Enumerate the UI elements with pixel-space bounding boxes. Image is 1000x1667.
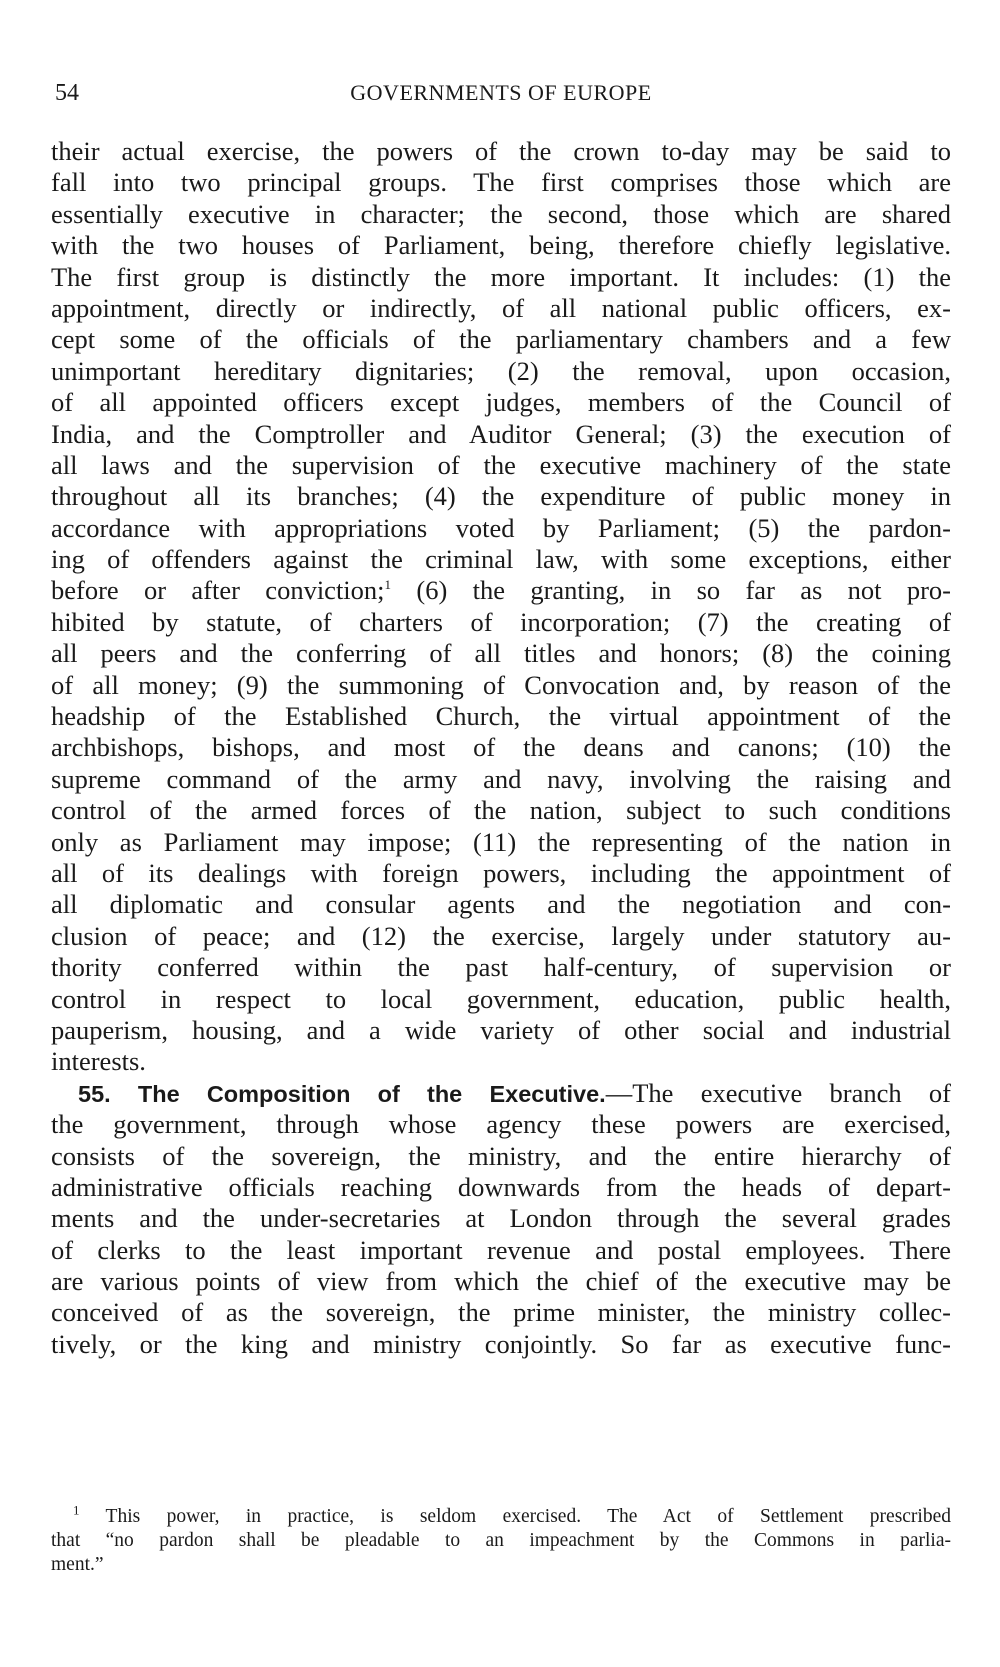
text-line: conceived of as the sovereign, the prime minister, the ministry collec- bbox=[51, 1297, 951, 1328]
text-line: the government, through whose agency these powers are exercised, bbox=[51, 1109, 951, 1140]
page-number: 54 bbox=[55, 80, 79, 106]
text-line: control in respect to local government, education, public health, bbox=[51, 983, 951, 1014]
text-line: their actual exercise, the powers of the crown to-day may be said to bbox=[51, 136, 951, 166]
text-line-with-footnote bbox=[51, 575, 951, 606]
text-line: administrative officials reaching downwards from the heads of depart- bbox=[51, 1171, 951, 1202]
footnote-line bbox=[51, 1502, 951, 1529]
text-line: unimportant hereditary dignitaries; (2) the removal, upon occasion, bbox=[51, 355, 951, 386]
text-line: all diplomatic and consular agents and the negotiation and con- bbox=[51, 889, 951, 920]
book-page bbox=[51, 0, 951, 1667]
text-line: tively, or the king and ministry conjointly. So far as executive func- bbox=[51, 1328, 951, 1359]
text-line: accordance with appropriations voted by Parliament; (5) the pardon- bbox=[51, 512, 951, 543]
footnote-block bbox=[51, 1502, 951, 1577]
text-line: all peers and the conferring of all titles and honors; (8) the coining bbox=[51, 638, 951, 669]
footnote-reference: 1 bbox=[384, 577, 392, 593]
text-line: only as Parliament may impose; (11) the representing of the nation in bbox=[51, 826, 951, 857]
text-line: throughout all its branches; (4) the expenditure of public money in bbox=[51, 481, 951, 512]
text-line: The first group is distinctly the more important. It includes: (1) the bbox=[51, 261, 951, 292]
text-segment: before or after conviction; bbox=[51, 575, 385, 606]
footnote-line: that “no pardon shall be pleadable to an impeachment by the Commons in parlia- bbox=[51, 1530, 951, 1551]
text-line: ing of offenders against the criminal law, with some exceptions, either bbox=[51, 544, 951, 575]
footnote-text: This power, in practice, is seldom exercised. The Act of Settlement prescribed bbox=[79, 1506, 951, 1527]
text-line: consists of the sovereign, the ministry, and the entire hierarchy of bbox=[51, 1140, 951, 1171]
text-line: of clerks to the least important revenue and postal employees. There bbox=[51, 1234, 951, 1265]
text-line: appointment, directly or indirectly, of all national public officers, ex- bbox=[51, 292, 951, 323]
text-line: archbishops, bishops, and most of the deans and canons; (10) the bbox=[51, 732, 951, 763]
text-line: of all money; (9) the summoning of Convocation and, by reason of the bbox=[51, 669, 951, 700]
text-line: supreme command of the army and navy, involving the raising and bbox=[51, 763, 951, 794]
footnote-marker: 1 bbox=[73, 1502, 80, 1518]
text-line: interests. bbox=[51, 1046, 146, 1077]
text-line: cept some of the officials of the parliamentary chambers and a few bbox=[51, 324, 951, 355]
text-line: headship of the Established Church, the virtual appointment of the bbox=[51, 701, 951, 732]
text-line: clusion of peace; and (12) the exercise, largely under statutory au- bbox=[51, 920, 951, 951]
body-text bbox=[51, 136, 951, 1360]
text-line: all laws and the supervision of the executive machinery of the state bbox=[51, 449, 951, 480]
text-segment: (6) the granting, in so far as not pro- bbox=[391, 575, 952, 606]
text-line: fall into two principal groups. The first comprises those which are bbox=[51, 167, 951, 198]
text-line: hibited by statute, of charters of incorporation; (7) the creating of bbox=[51, 606, 951, 637]
text-line: essentially executive in character; the second, those which are shared bbox=[51, 198, 951, 229]
text-segment: —The executive branch of bbox=[605, 1077, 951, 1108]
text-line: ments and the under-secretaries at London through the several grades bbox=[51, 1203, 951, 1234]
text-line: India, and the Comptroller and Auditor General; (3) the execution of bbox=[51, 418, 951, 449]
footnote-line: ment.” bbox=[51, 1554, 104, 1575]
text-line: control of the armed forces of the nation, subject to such conditions bbox=[51, 795, 951, 826]
running-head: GOVERNMENTS OF EUROPE bbox=[350, 80, 652, 105]
text-line: thority conferred within the past half-century, of supervision or bbox=[51, 952, 951, 983]
page-header bbox=[51, 80, 951, 114]
section-title: 55. The Composition of the Executive. bbox=[78, 1080, 606, 1107]
text-line: with the two houses of Parliament, being, therefore chiefly legislative. bbox=[51, 230, 951, 261]
section-heading-line bbox=[51, 1078, 951, 1109]
text-line: pauperism, housing, and a wide variety of other social and industrial bbox=[51, 1014, 951, 1045]
text-line: of all appointed officers except judges, members of the Council of bbox=[51, 387, 951, 418]
text-line: all of its dealings with foreign powers, including the appointment of bbox=[51, 857, 951, 888]
text-line: are various points of view from which the chief of the executive may be bbox=[51, 1266, 951, 1297]
